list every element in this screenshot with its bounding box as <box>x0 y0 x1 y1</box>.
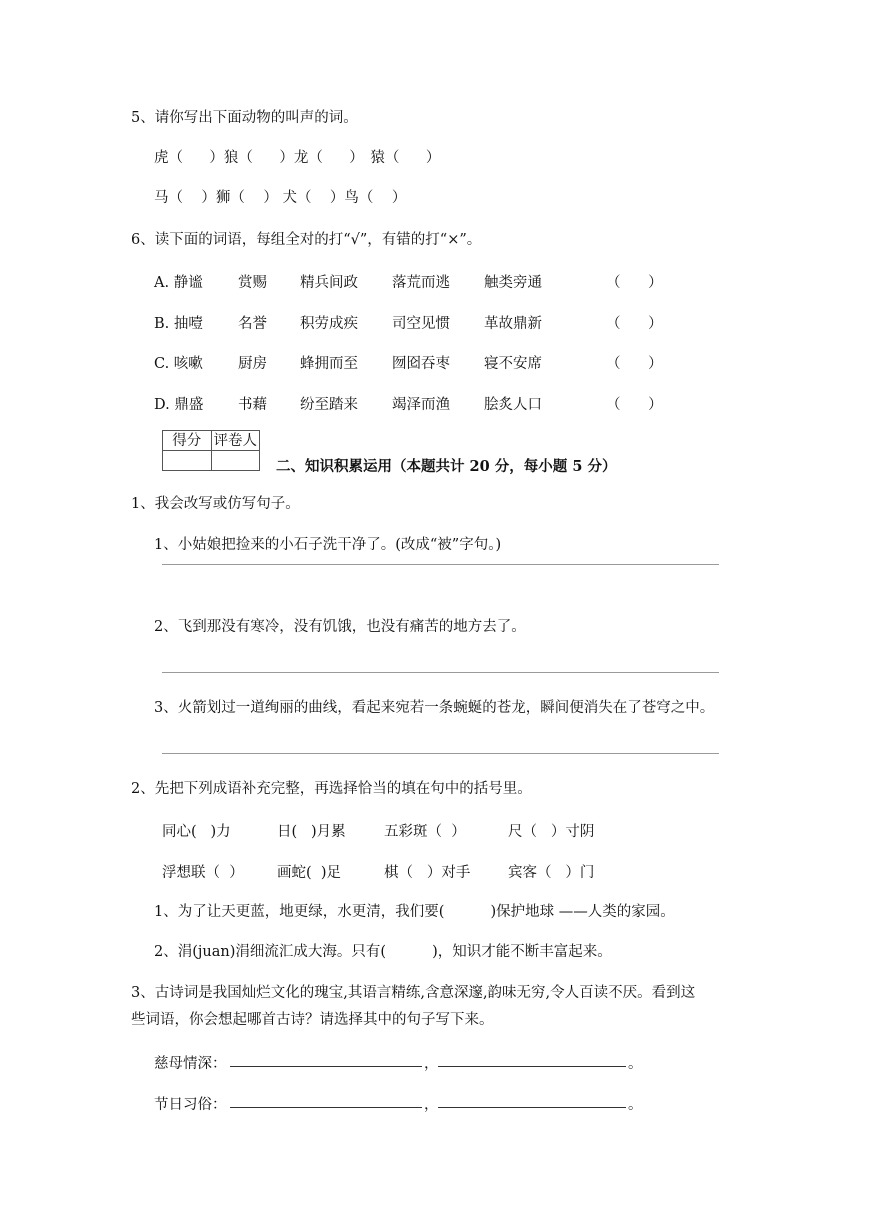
answer-line[interactable] <box>438 1107 626 1108</box>
comma: ， <box>424 1056 439 1072</box>
s2q2-sentence-1: 1、为了让天更蓝，地更绿，水更清，我们要( )保护地球 ——人类的家园。 <box>154 904 675 920</box>
s2q1-item-2: 2、飞到那没有寒冷，没有饥饿，也没有痛苦的地方去了。 <box>154 619 526 635</box>
idiom-blank: 五彩斑（ ） <box>384 824 466 840</box>
poem-label-festival: 节日习俗： <box>154 1097 227 1113</box>
answer-line[interactable] <box>230 1107 422 1108</box>
q6-word: 脍炙人口 <box>484 397 542 413</box>
q6-word: 寝不安席 <box>484 356 542 372</box>
q5-row-1: 虎（ ）狼（ ）龙（ ） 猿（ ） <box>154 150 441 166</box>
q6-word: 纷至踏来 <box>300 397 358 413</box>
s2q3-title-line-2: 些词语，你会想起哪首古诗？请选择其中的句子写下来。 <box>131 1012 494 1028</box>
q6-word: 囫囵吞枣 <box>392 356 450 372</box>
idiom-blank: 尺（ ）寸阴 <box>508 824 595 840</box>
s2q1-title: 1、我会改写或仿写句子。 <box>131 496 300 512</box>
poem-label-mother: 慈母情深： <box>154 1056 227 1072</box>
q6-word: 积劳成疾 <box>300 316 358 332</box>
answer-paren[interactable]: （ ） <box>606 397 663 413</box>
q6-word: 触类旁通 <box>484 275 542 291</box>
idiom-blank: 棋（ ）对手 <box>384 865 471 881</box>
score-cell[interactable] <box>163 451 212 471</box>
answer-line[interactable] <box>162 564 719 565</box>
score-header: 得分 <box>163 431 212 451</box>
s2q3-title-line-1: 3、古诗词是我国灿烂文化的瑰宝,其语言精练,含意深邃,韵味无穷,令人百读不厌。看到这 <box>131 985 696 1001</box>
q6-word: 竭泽而渔 <box>392 397 450 413</box>
s2q2-sentence-2: 2、涓(juan)涓细流汇成大海。只有( )，知识才能不断丰富起来。 <box>154 944 612 960</box>
grader-cell[interactable] <box>211 451 260 471</box>
s2q2-title: 2、先把下列成语补充完整，再选择恰当的填在句中的括号里。 <box>131 781 532 797</box>
score-box <box>162 430 260 471</box>
q6-word: 书藉 <box>238 397 267 413</box>
s2q1-item-1: 1、小姑娘把捡来的小石子洗干净了。(改成“被”字句。) <box>154 537 502 553</box>
answer-paren[interactable]: （ ） <box>606 356 663 372</box>
comma: ， <box>424 1097 439 1113</box>
answer-line[interactable] <box>162 672 719 673</box>
idiom-blank: 日( )月累 <box>277 824 346 840</box>
answer-line[interactable] <box>162 753 719 754</box>
q5-row-2: 马（ ）狮（ ） 犬（ ）鸟（ ） <box>154 190 407 206</box>
q6-word: 司空见惯 <box>392 316 450 332</box>
answer-line[interactable] <box>438 1066 626 1067</box>
q6-word: 精兵间政 <box>300 275 358 291</box>
period: 。 <box>628 1097 643 1113</box>
q6-word: 革故鼎新 <box>484 316 542 332</box>
q6-word: 落荒而逃 <box>392 275 450 291</box>
grader-header: 评卷人 <box>211 431 260 451</box>
idiom-blank: 同心( )力 <box>162 824 231 840</box>
period: 。 <box>628 1056 643 1072</box>
answer-paren[interactable]: （ ） <box>606 316 663 332</box>
q6-word: 厨房 <box>238 356 267 372</box>
q5-title: 5、请你写出下面动物的叫声的词。 <box>131 110 358 126</box>
answer-paren[interactable]: （ ） <box>606 275 663 291</box>
q6-row-label: A. 静谧 <box>154 275 203 291</box>
q6-row-label: D. 鼎盛 <box>154 397 204 413</box>
s2q1-item-3: 3、火箭划过一道绚丽的曲线，看起来宛若一条蜿蜒的苍龙，瞬间便消失在了苍穹之中。 <box>154 700 715 716</box>
idiom-blank: 画蛇( )足 <box>277 865 342 881</box>
q6-row-label: B. 抽噎 <box>154 316 203 332</box>
idiom-blank: 宾客（ ）门 <box>508 865 595 881</box>
q6-title: 6、读下面的词语，每组全对的打“√”，有错的打“×”。 <box>131 232 482 248</box>
answer-line[interactable] <box>230 1066 422 1067</box>
q6-word: 蜂拥而至 <box>300 356 358 372</box>
section-2-heading: 二、知识积累运用（本题共计 20 分，每小题 5 分） <box>276 458 617 475</box>
q6-row-label: C. 咳嗽 <box>154 356 203 372</box>
q6-word: 名誉 <box>238 316 267 332</box>
idiom-blank: 浮想联（ ） <box>162 865 244 881</box>
q6-word: 赏赐 <box>238 275 267 291</box>
